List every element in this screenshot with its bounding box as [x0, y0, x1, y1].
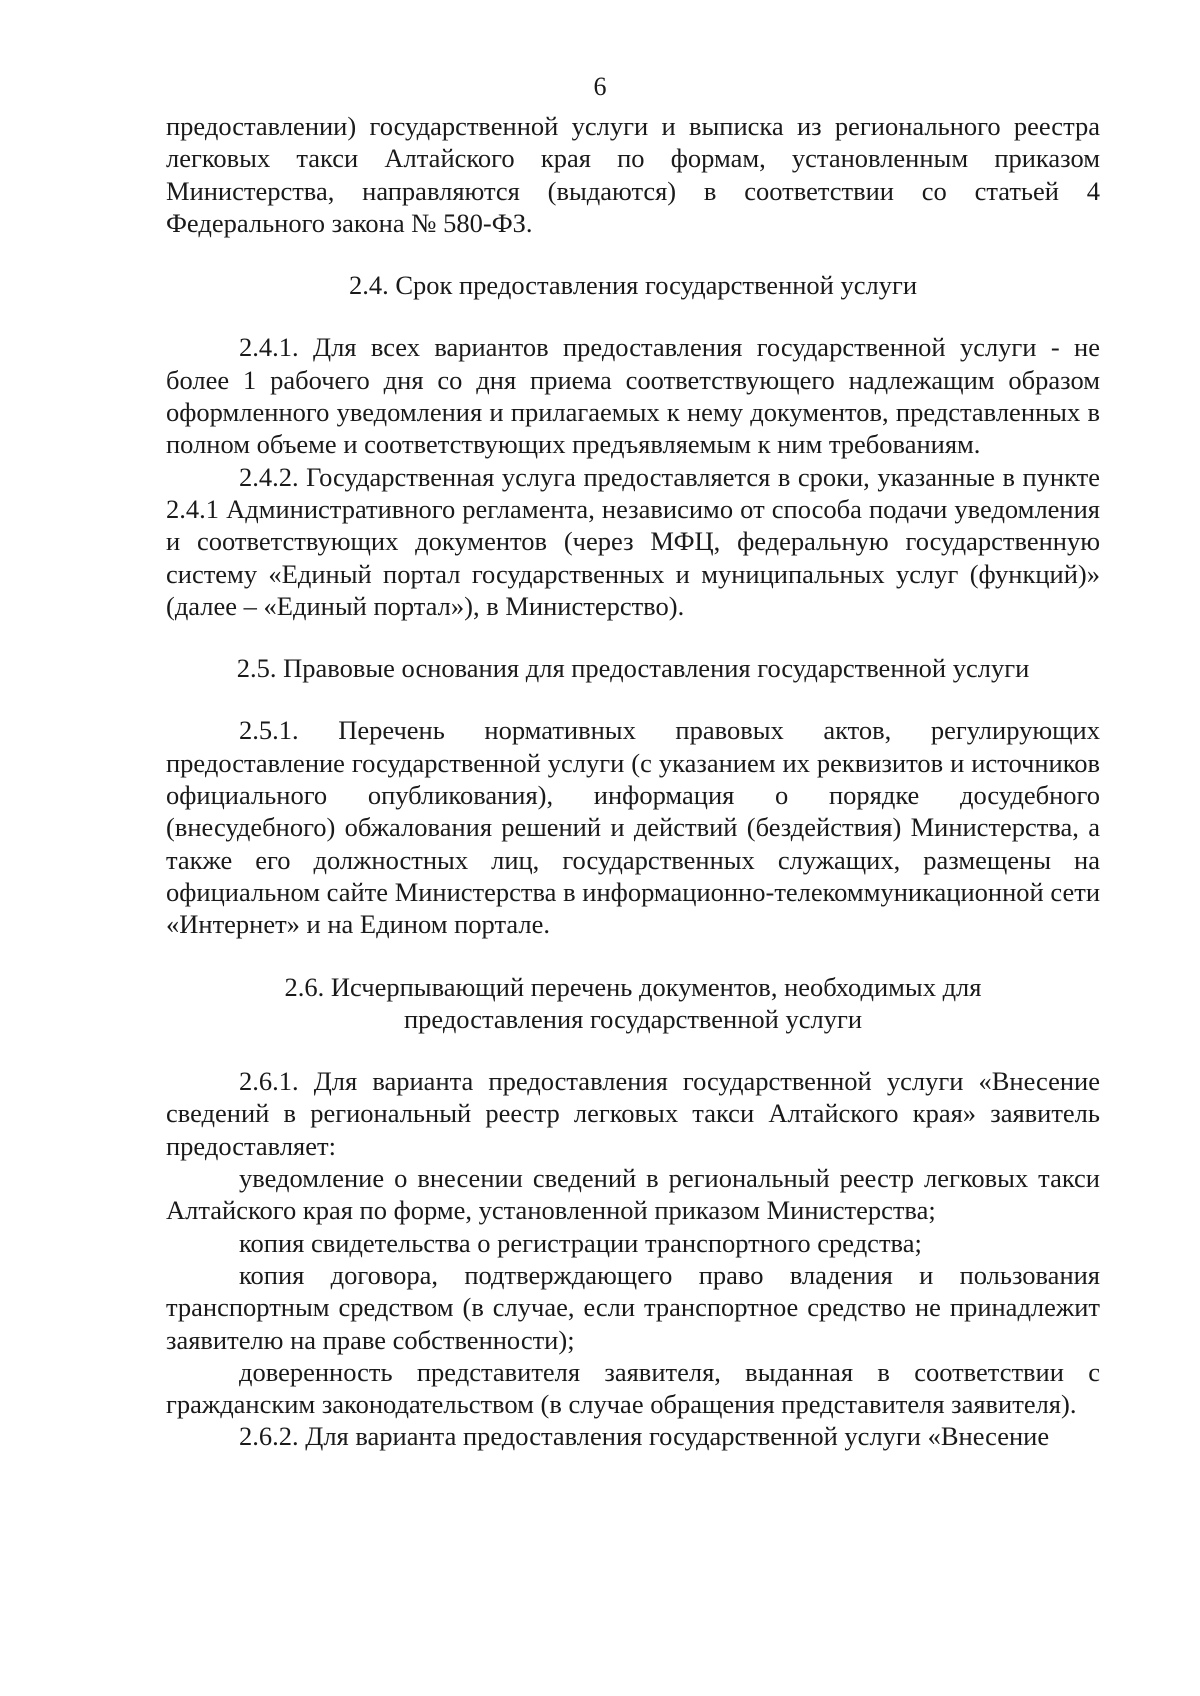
page-number: 6	[593, 72, 607, 101]
heading-2-6-line1: 2.6. Исчерпывающий перечень документов, необходимых для	[284, 971, 982, 1002]
list-item-registration-copy: копия свидетельства о регистрации транспортного средства;	[239, 1227, 922, 1258]
heading-2-6-line2: предоставления государственной услуги	[403, 1003, 863, 1034]
list-item-contract-copy: копия договора, подтверждающего право владения и пользования транспортным средством (в случае, если транспортное средство не принадлежит заявителю на праве собственности);	[166, 1259, 1100, 1355]
list-item-notification: уведомление о внесении сведений в региональный реестр легковых такси Алтайского края по форме, установленной приказом Министерства;	[166, 1163, 1100, 1226]
list-item-power-of-attorney: доверенность представителя заявителя, выданная в соответствии с гражданским законодательством (в случае обращения представителя заявителя).	[166, 1356, 1100, 1420]
heading-2-4: 2.4. Срок предоставления государственной услуги	[348, 270, 918, 301]
heading-2-5: 2.5. Правовые основания для предоставления государственной услуги	[236, 653, 1030, 684]
paragraph-2-6-2: 2.6.2. Для варианта предоставления государственной услуги «Внесение	[239, 1421, 1050, 1452]
paragraph-intro: предоставлении) государственной услуги и выписка из регионального реестра легковых такси Алтайского края по формам, установленным приказом Министерства, направляются (выдаются) в соответствии со статьей 4 Федерального закона № 580-ФЗ.	[166, 111, 1100, 238]
paragraph-2-5-1: 2.5.1. Перечень нормативных правовых актов, регулирующих предоставление государственной услуги (с указанием их реквизитов и источников официального опубликования), информация о порядке досудебного (внесудебного) обжалования решений и действий (бездействия) Министерства, а также его должностных лиц, государственных служащих, размещены на официальном сайте Министерства в информационно-телекоммуникационной сети «Интернет» и на Едином портале.	[166, 715, 1100, 940]
document-body	[166, 110, 1100, 1453]
paragraph-2-6-1: 2.6.1. Для варианта предоставления государственной услуги «Внесение сведений в региональный реестр легковых такси Алтайского края» заявитель предоставляет:	[166, 1066, 1100, 1161]
paragraph-2-4-2: 2.4.2. Государственная услуга предоставляется в сроки, указанные в пункте 2.4.1 Административного регламента, независимо от способа подачи уведомления и соответствующих документов (через МФЦ, федеральную государственную систему «Единый портал государственных и муниципальных услуг (функций)» (далее – «Единый портал»), в Министерство).	[166, 461, 1100, 621]
paragraph-2-4-1: 2.4.1. Для всех вариантов предоставления государственной услуги - не более 1 рабочего дня со дня приема соответствующего надлежащим образом оформленного уведомления и прилагаемых к нему документов, представленных в полном объеме и соответствующих предъявляемым к ним требованиям.	[166, 332, 1100, 460]
